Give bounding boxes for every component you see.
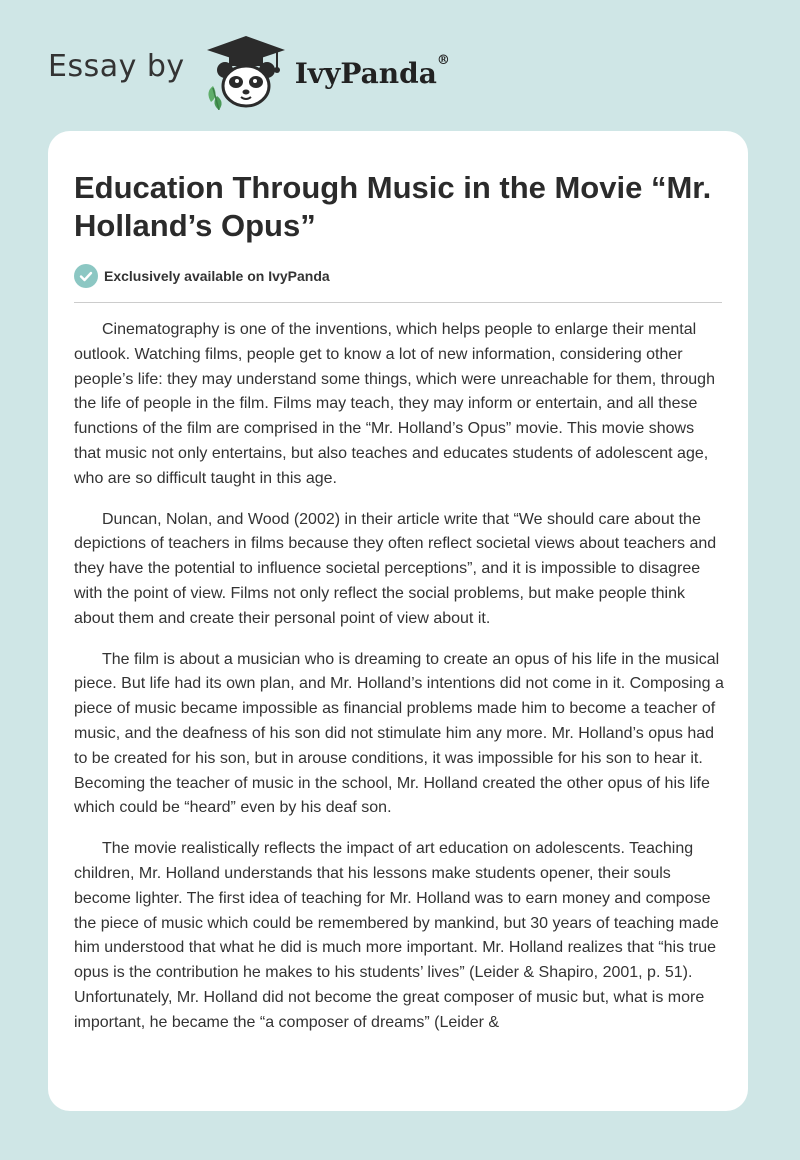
- title-divider: [74, 302, 722, 303]
- exclusive-badge: [74, 264, 330, 288]
- paragraph: The movie realistically reflects the impact of art education on adolescents. Teaching children, Mr. Holland understands that his lessons make students opener, their souls become lighter. The first idea of teaching for Mr. Holland was to earn money and compose the piece of music which could be remembered by mankind, but 30 years of teaching made him understood that what he did is much more important. Mr. Holland realizes that “his true opus is the contribution he makes to his students’ lives” (Leider & Shapiro, 2001, p. 51). Unfortunately, Mr. Holland did not become the great composer of music but, what is more important, he became the “a composer of dreams” (Leider &: [74, 840, 719, 1031]
- paragraph: Cinematography is one of the inventions, which helps people to enlarge their mental outlook. Watching films, people get to know a lot of new information, considering other people’s life: they may understand some things, which were unreachable for them, through the life of people in the film. Films may teach, they may inform or entertain, and all these functions of the film are comprised in the “Mr. Holland’s Opus” movie. This movie shows that music not only entertains, but also teaches and educates students of adolescent age, who are so difficult taught in this age.: [74, 321, 715, 487]
- essay-title: Education Through Music in the Movie “Mr. Holland’s Opus”: [74, 170, 712, 243]
- site-header: [48, 30, 450, 110]
- essay-card: [48, 131, 748, 1111]
- badge-text: Exclusively available on IvyPanda: [104, 268, 330, 284]
- check-circle-icon: [74, 264, 98, 288]
- brand-prefix: Essay by: [48, 48, 185, 84]
- paragraph: Duncan, Nolan, and Wood (2002) in their article write that “We should care about the depictions of teachers in films because they often reflect societal views about teachers and they have the potential to influence societal perceptions”, and it is impossible to disagree with the point of view. Films not only reflect the social problems, but make people think about them and create their personal point of view about it.: [74, 510, 717, 627]
- paragraph: The film is about a musician who is dreaming to create an opus of his life in the musical piece. But life had its own plan, and Mr. Holland’s intentions did not come in it. Composing a piece of music became impossible as financial problems made him to become a teacher of music, and the deafness of his son did not stimulate him any more. Mr. Holland’s opus had to be created for his son, but in arouse conditions, it was impossible for his son to hear it. Becoming the teacher of music in the school, Mr. Holland created the other opus of his life which could be “heard” even by his deaf son.: [74, 650, 724, 817]
- essay-body: [74, 318, 724, 1052]
- panda-logo-icon[interactable]: [201, 30, 291, 110]
- brand-name[interactable]: IvyPanda®: [294, 52, 450, 90]
